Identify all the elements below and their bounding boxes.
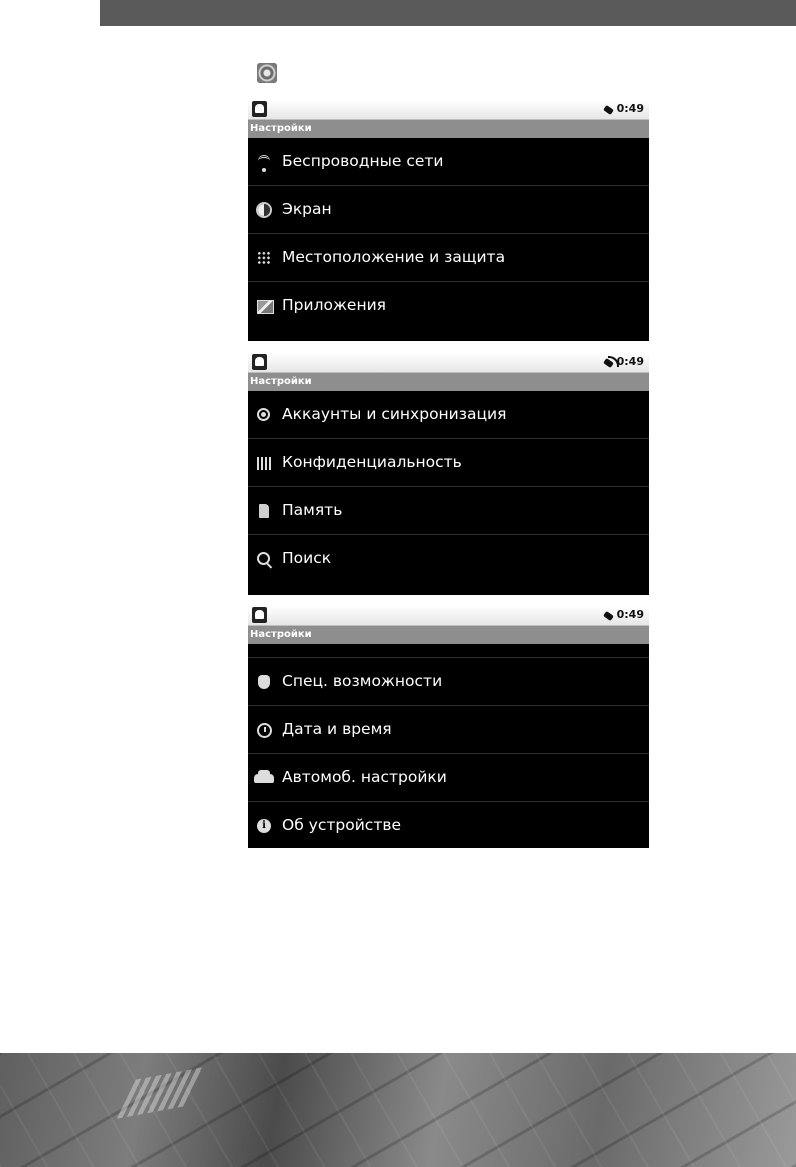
menu-item-label: Аккаунты и синхронизация <box>282 405 507 423</box>
status-time: 0:49 <box>616 102 644 115</box>
screen-icon <box>258 204 270 216</box>
screen-title: Настройки <box>248 373 649 391</box>
menu-item-car-settings[interactable] <box>248 754 649 802</box>
location-security-icon <box>257 251 271 265</box>
settings-screen-3 <box>248 606 649 848</box>
satellite-signal-icon <box>603 356 617 370</box>
status-bar <box>248 353 649 373</box>
status-bar <box>248 100 649 120</box>
menu-item-memory[interactable] <box>248 487 649 535</box>
accessibility-icon <box>258 675 270 689</box>
menu-item-accessibility[interactable] <box>248 658 649 706</box>
car-icon <box>254 774 274 783</box>
memory-icon <box>259 504 269 518</box>
wifi-icon <box>258 155 270 168</box>
menu-item-label: Память <box>282 501 343 519</box>
applications-icon <box>257 300 274 314</box>
menu-item-label: Беспроводные сети <box>282 152 444 170</box>
menu-item-privacy[interactable] <box>248 439 649 487</box>
menu-item-accounts-sync[interactable] <box>248 391 649 439</box>
menu-item-applications[interactable] <box>248 282 649 330</box>
android-notification-icon <box>252 607 267 623</box>
android-notification-icon <box>252 354 267 370</box>
status-bar <box>248 606 649 626</box>
list-scroll-gap <box>248 644 649 658</box>
search-icon <box>257 552 270 565</box>
screen-title: Настройки <box>248 120 649 138</box>
satellite-signal-icon <box>603 103 617 117</box>
menu-item-label: Автомоб. настройки <box>282 768 447 786</box>
footer-decorative-image <box>0 1053 796 1167</box>
satellite-signal-icon <box>603 609 617 623</box>
menu-item-label: Спец. возможности <box>282 672 443 690</box>
settings-screen-2 <box>248 353 649 595</box>
status-time: 0:49 <box>616 355 644 368</box>
menu-item-label: Об устройстве <box>282 816 402 834</box>
menu-item-label: Местоположение и защита <box>282 248 506 266</box>
settings-gear-icon[interactable] <box>257 63 277 83</box>
page-header-bar <box>100 0 796 26</box>
android-notification-icon <box>252 101 267 117</box>
menu-item-label: Экран <box>282 200 332 218</box>
menu-item-label: Поиск <box>282 549 332 567</box>
menu-item-label: Дата и время <box>282 720 392 738</box>
info-icon: i <box>257 819 271 833</box>
settings-screen-1 <box>248 100 649 341</box>
status-time: 0:49 <box>616 608 644 621</box>
menu-item-label: Конфиденциальность <box>282 453 462 471</box>
menu-item-about-device[interactable] <box>248 802 649 848</box>
menu-item-date-time[interactable] <box>248 706 649 754</box>
screen-title: Настройки <box>248 626 649 644</box>
sync-icon <box>257 408 270 421</box>
privacy-icon <box>257 457 271 470</box>
menu-item-label: Приложения <box>282 296 386 314</box>
clock-icon <box>257 723 272 738</box>
menu-item-screen[interactable] <box>248 186 649 234</box>
menu-item-wireless[interactable] <box>248 138 649 186</box>
menu-item-location-security[interactable] <box>248 234 649 282</box>
menu-item-search[interactable] <box>248 535 649 583</box>
